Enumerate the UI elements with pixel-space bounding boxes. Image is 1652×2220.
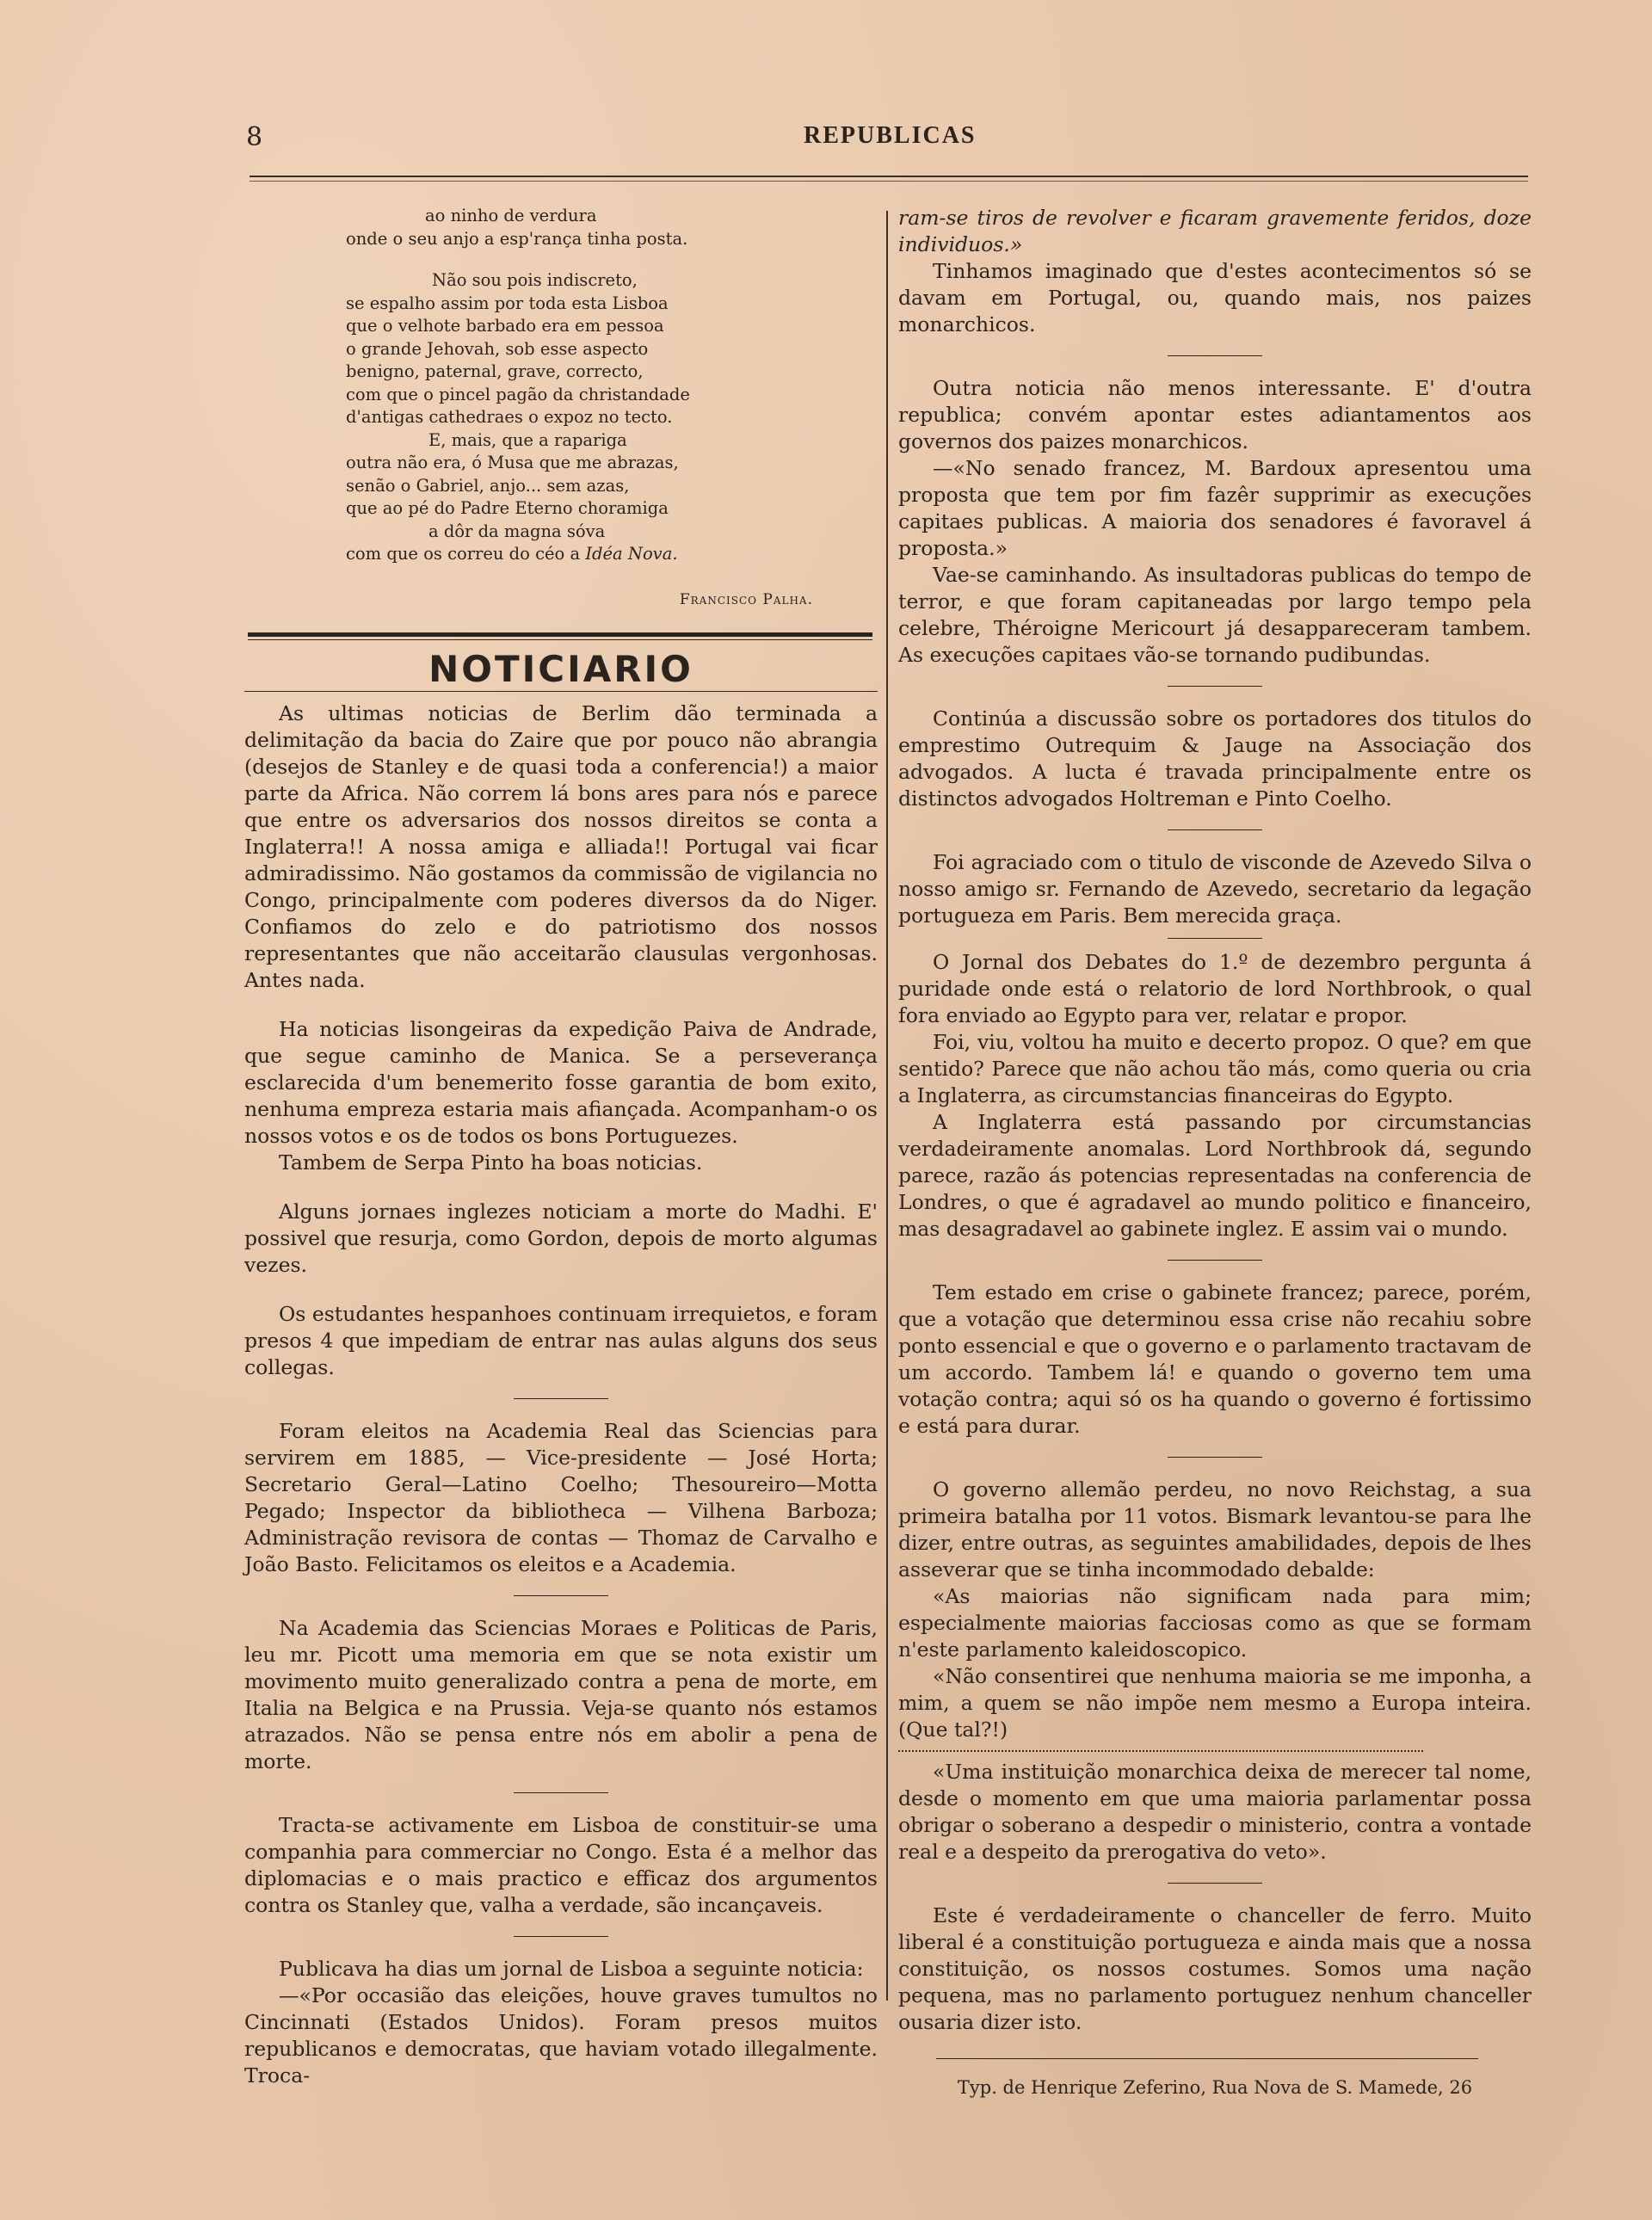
separator-rule bbox=[1168, 686, 1262, 687]
news-paragraph: Foi agraciado com o titulo de visconde de Azevedo Silva o nosso amigo sr. Fernando de Azevedo, secretario da legação portugueza em Paris. Bem merecida graça. bbox=[898, 850, 1532, 928]
poem-line: onde o seu anjo a esp'rança tinha posta. bbox=[346, 228, 688, 249]
section-rule-thick bbox=[248, 632, 872, 637]
news-paragraph: —«Por occasião das eleições, houve graves tumultos no Cincinnati (Estados Unidos). Foram presos muitos republicanos e democratas, que haviam votado illegalmente. Troca- bbox=[244, 1983, 878, 2087]
news-paragraph: «As maiorias não significam nada para mim; especialmente maiorias facciosas como as que se formam n'este parlamento kaleidoscopico. bbox=[898, 1584, 1532, 1662]
separator-rule bbox=[1168, 1883, 1262, 1884]
poem-line: Não sou pois indiscreto, bbox=[432, 270, 638, 290]
poem-line: com que o pincel pagão da christandade bbox=[346, 384, 690, 404]
separator-rule bbox=[1168, 1260, 1262, 1261]
poem-line: se espalho assim por toda esta Lisboa bbox=[346, 293, 669, 313]
news-paragraph: Tambem de Serpa Pinto ha boas noticias. bbox=[279, 1150, 703, 1175]
poem-signature: Francisco Palha. bbox=[679, 590, 813, 608]
dotted-rule bbox=[898, 1750, 1423, 1752]
poem-line: d'antigas cathedraes o expoz no tecto. bbox=[346, 407, 673, 427]
news-paragraph: ram-se tiros de revolver e ficaram gravemente feridos, doze individuos.» bbox=[898, 206, 1532, 256]
section-title: NOTICIARIO bbox=[428, 647, 693, 690]
separator-rule bbox=[514, 1595, 608, 1596]
separator-rule bbox=[1168, 355, 1262, 356]
poem-line: outra não era, ó Musa que me abrazas, bbox=[346, 453, 679, 472]
separator-rule bbox=[514, 1398, 608, 1399]
header-rule bbox=[250, 176, 1528, 177]
news-paragraph: Foram eleitos na Academia Real das Sciencias para servirem em 1885, — Vice-presidente — José Horta; Secretario Geral—Latino Coelho; Thesoureiro—Motta Pegado; Inspector da bibliotheca — Vilhena Barboza; Administração revisora de contas — Thomaz de Carvalho e João Basto. Felicitamos os eleitos e a Academia. bbox=[244, 1418, 878, 1576]
news-paragraph: Alguns jornaes inglezes noticiam a morte do Madhi. E' possivel que resurja, como Gordon, depois de morto algumas vezes. bbox=[244, 1199, 878, 1277]
poem-line: com que os correu do céo a Idéa Nova. bbox=[346, 544, 678, 564]
title-underline bbox=[244, 691, 878, 692]
section-rule-thin bbox=[248, 639, 872, 640]
news-paragraph: Tem estado em crise o gabinete francez; parece, porém, que a votação que determinou essa crise não recahiu sobre ponto essencial e que o governo e o parlamento tractavam de um accordo. Tambem lá! e quando o governo tem uma votação contra; aqui só os ha quando o governo é fortissimo e está para durar. bbox=[898, 1280, 1532, 1438]
separator-rule bbox=[514, 1792, 608, 1793]
news-paragraph: Tracta-se activamente em Lisboa de constituir-se uma companhia para commerciar no Congo. Esta é a melhor das diplomacias e o mais practico e efficaz dos argumentos contra os Stanley que, valha a verdade, são incançaveis. bbox=[244, 1812, 878, 1917]
news-paragraph: Na Academia das Sciencias Moraes e Politicas de Paris, leu mr. Picott uma memoria em que se nota existir um movimento muito generalizado contra a pena de morte, em Italia na Belgica e na Prussia. Veja-se quanto nós estamos atrazados. Não se pensa entre nós em abolir a pena de morte. bbox=[244, 1615, 878, 1773]
news-paragraph: A Inglaterra está passando por circumstancias verdadeiramente anomalas. Lord Northbrook dá, segundo parece, razão ás potencias representadas na conferencia de Londres, o que é agradavel ao mundo politico e financeiro, mas desagradavel ao gabinete inglez. E assim vai o mundo. bbox=[898, 1110, 1532, 1241]
footer-rule bbox=[936, 2058, 1478, 2059]
poem-line: que o velhote barbado era em pessoa bbox=[346, 316, 664, 336]
news-paragraph: Publicava ha dias um jornal de Lisboa a seguinte noticia: bbox=[279, 1956, 864, 1981]
news-paragraph: «Uma instituição monarchica deixa de merecer tal nome, desde o momento em que uma maioria parlamentar possa obrigar o soberano a despedir o ministerio, contra a vontade real e a despeito da prerogativa do veto». bbox=[898, 1760, 1532, 1864]
poem bbox=[346, 205, 811, 566]
column-divider bbox=[886, 211, 888, 2001]
poem-line: ao ninho de verdura bbox=[425, 206, 597, 225]
news-paragraph: Este é verdadeiramente o chanceller de ferro. Muito liberal é a constituição portugueza e ainda mais que a nossa constituição, os nossos costumes. Somos uma nação pequena, mas no parlamento portuguez nenhum chanceller ousaria dizer isto. bbox=[898, 1903, 1532, 2034]
right-column bbox=[898, 205, 1532, 2101]
poem-line: benigno, paternal, grave, correcto, bbox=[346, 361, 644, 381]
news-paragraph: Ha noticias lisongeiras da expedição Paiva de Andrade, que segue caminho de Manica. Se a perseverança esclarecida d'um benemerito fosse garantia de bom exito, nenhuma empreza estaria mais afiançada. Acompanham-o os nossos votos e os de todos os bons Portuguezes. bbox=[244, 1016, 878, 1148]
separator-rule bbox=[1168, 1457, 1262, 1458]
poem-line: a dôr da magna sóva bbox=[428, 521, 606, 541]
running-title: REPUBLICAS bbox=[804, 122, 977, 149]
news-paragraph: Tinhamos imaginado que d'estes acontecimentos só se davam em Portugal, ou, quando mais, nos paizes monarchicos. bbox=[898, 259, 1532, 336]
poem-line: senão o Gabriel, anjo... sem azas, bbox=[346, 475, 630, 496]
poem-line: o grande Jehovah, sob esse aspecto bbox=[346, 338, 649, 359]
page-number: 8 bbox=[246, 122, 263, 152]
left-column bbox=[244, 205, 878, 2089]
page-header bbox=[246, 119, 1528, 170]
poem-line: que ao pé do Padre Eterno choramiga bbox=[346, 498, 669, 518]
news-paragraph: O governo allemão perdeu, no novo Reichstag, a sua primeira batalha por 11 votos. Bismark levantou-se para lhe dizer, entre outras, as seguintes amabilidades, depois de lhes asseverar que se tinha incommodado debalde: bbox=[898, 1477, 1532, 1582]
news-paragraph: O Jornal dos Debates do 1.º de dezembro pergunta á puridade onde está o relatorio de lord Northbrook, o qual fora enviado ao Egypto para ver, relatar e propor. bbox=[898, 950, 1532, 1027]
news-paragraph: —«No senado francez, M. Bardoux apresentou uma proposta que tem por fim fazêr supprimir as execuções capitaes publicas. A maioria dos senadores é favoravel á proposta.» bbox=[898, 456, 1532, 560]
news-paragraph: Vae-se caminhando. As insultadoras publicas do tempo de terror, e que foram capitaneadas por largo tempo pela celebre, Théroigne Mericourt já desappareceram tambem. As execuções capitaes vão-se tornando pudibundas. bbox=[898, 563, 1532, 667]
header-rule-thin bbox=[250, 181, 1528, 182]
separator-rule bbox=[1168, 829, 1262, 830]
news-paragraph: Foi, viu, voltou ha muito e decerto propoz. O que? em que sentido? Parece que não achou tão más, como queria ou cria a Inglaterra, as circumstancias financeiras do Egypto. bbox=[898, 1030, 1532, 1107]
poem-line: E, mais, que a rapariga bbox=[428, 429, 627, 450]
news-paragraph: «Não consentirei que nenhuma maioria se me imponha, a mim, a quem se não impõe nem mesmo a Europa inteira. (Que tal?!) bbox=[898, 1664, 1532, 1742]
news-paragraph: Continúa a discussão sobre os portadores dos titulos do emprestimo Outrequim & Jauge na Associação dos advogados. A lucta é travada principalmente entre os distinctos advogados Holtreman e Pinto Coelho. bbox=[898, 706, 1532, 811]
news-paragraph: Os estudantes hespanhoes continuam irrequietos, e foram presos 4 que impediam de entrar nas aulas alguns dos seus collegas. bbox=[244, 1301, 878, 1379]
news-paragraph: As ultimas noticias de Berlim dão terminada a delimitação da bacia do Zaire que por pouco não abrangia (desejos de Stanley e de quasi toda a conferencia!) a maior parte da Africa. Não correm lá bons ares para nós e parece que entre os adversarios dos nossos direitos se conta a Inglaterra!! A nossa amiga e alliada!! Portugal vai ficar admiradissimo. Não gostamos da commissão de vigilancia no Congo, principalmente com poderes diversos da do Niger. Confiamos do zelo e do patriotismo dos nossos representantes que não acceitarão clausulas vergonhosas. Antes nada. bbox=[244, 700, 878, 992]
separator-rule bbox=[514, 1936, 608, 1937]
printer-imprint: Typ. de Henrique Zeferino, Rua Nova de S. Mamede, 26 bbox=[957, 2077, 1473, 2098]
separator-rule bbox=[1168, 938, 1262, 939]
news-paragraph: Outra noticia não menos interessante. E' d'outra republica; convém apontar estes adiantamentos aos governos dos paizes monarchicos. bbox=[898, 376, 1532, 453]
